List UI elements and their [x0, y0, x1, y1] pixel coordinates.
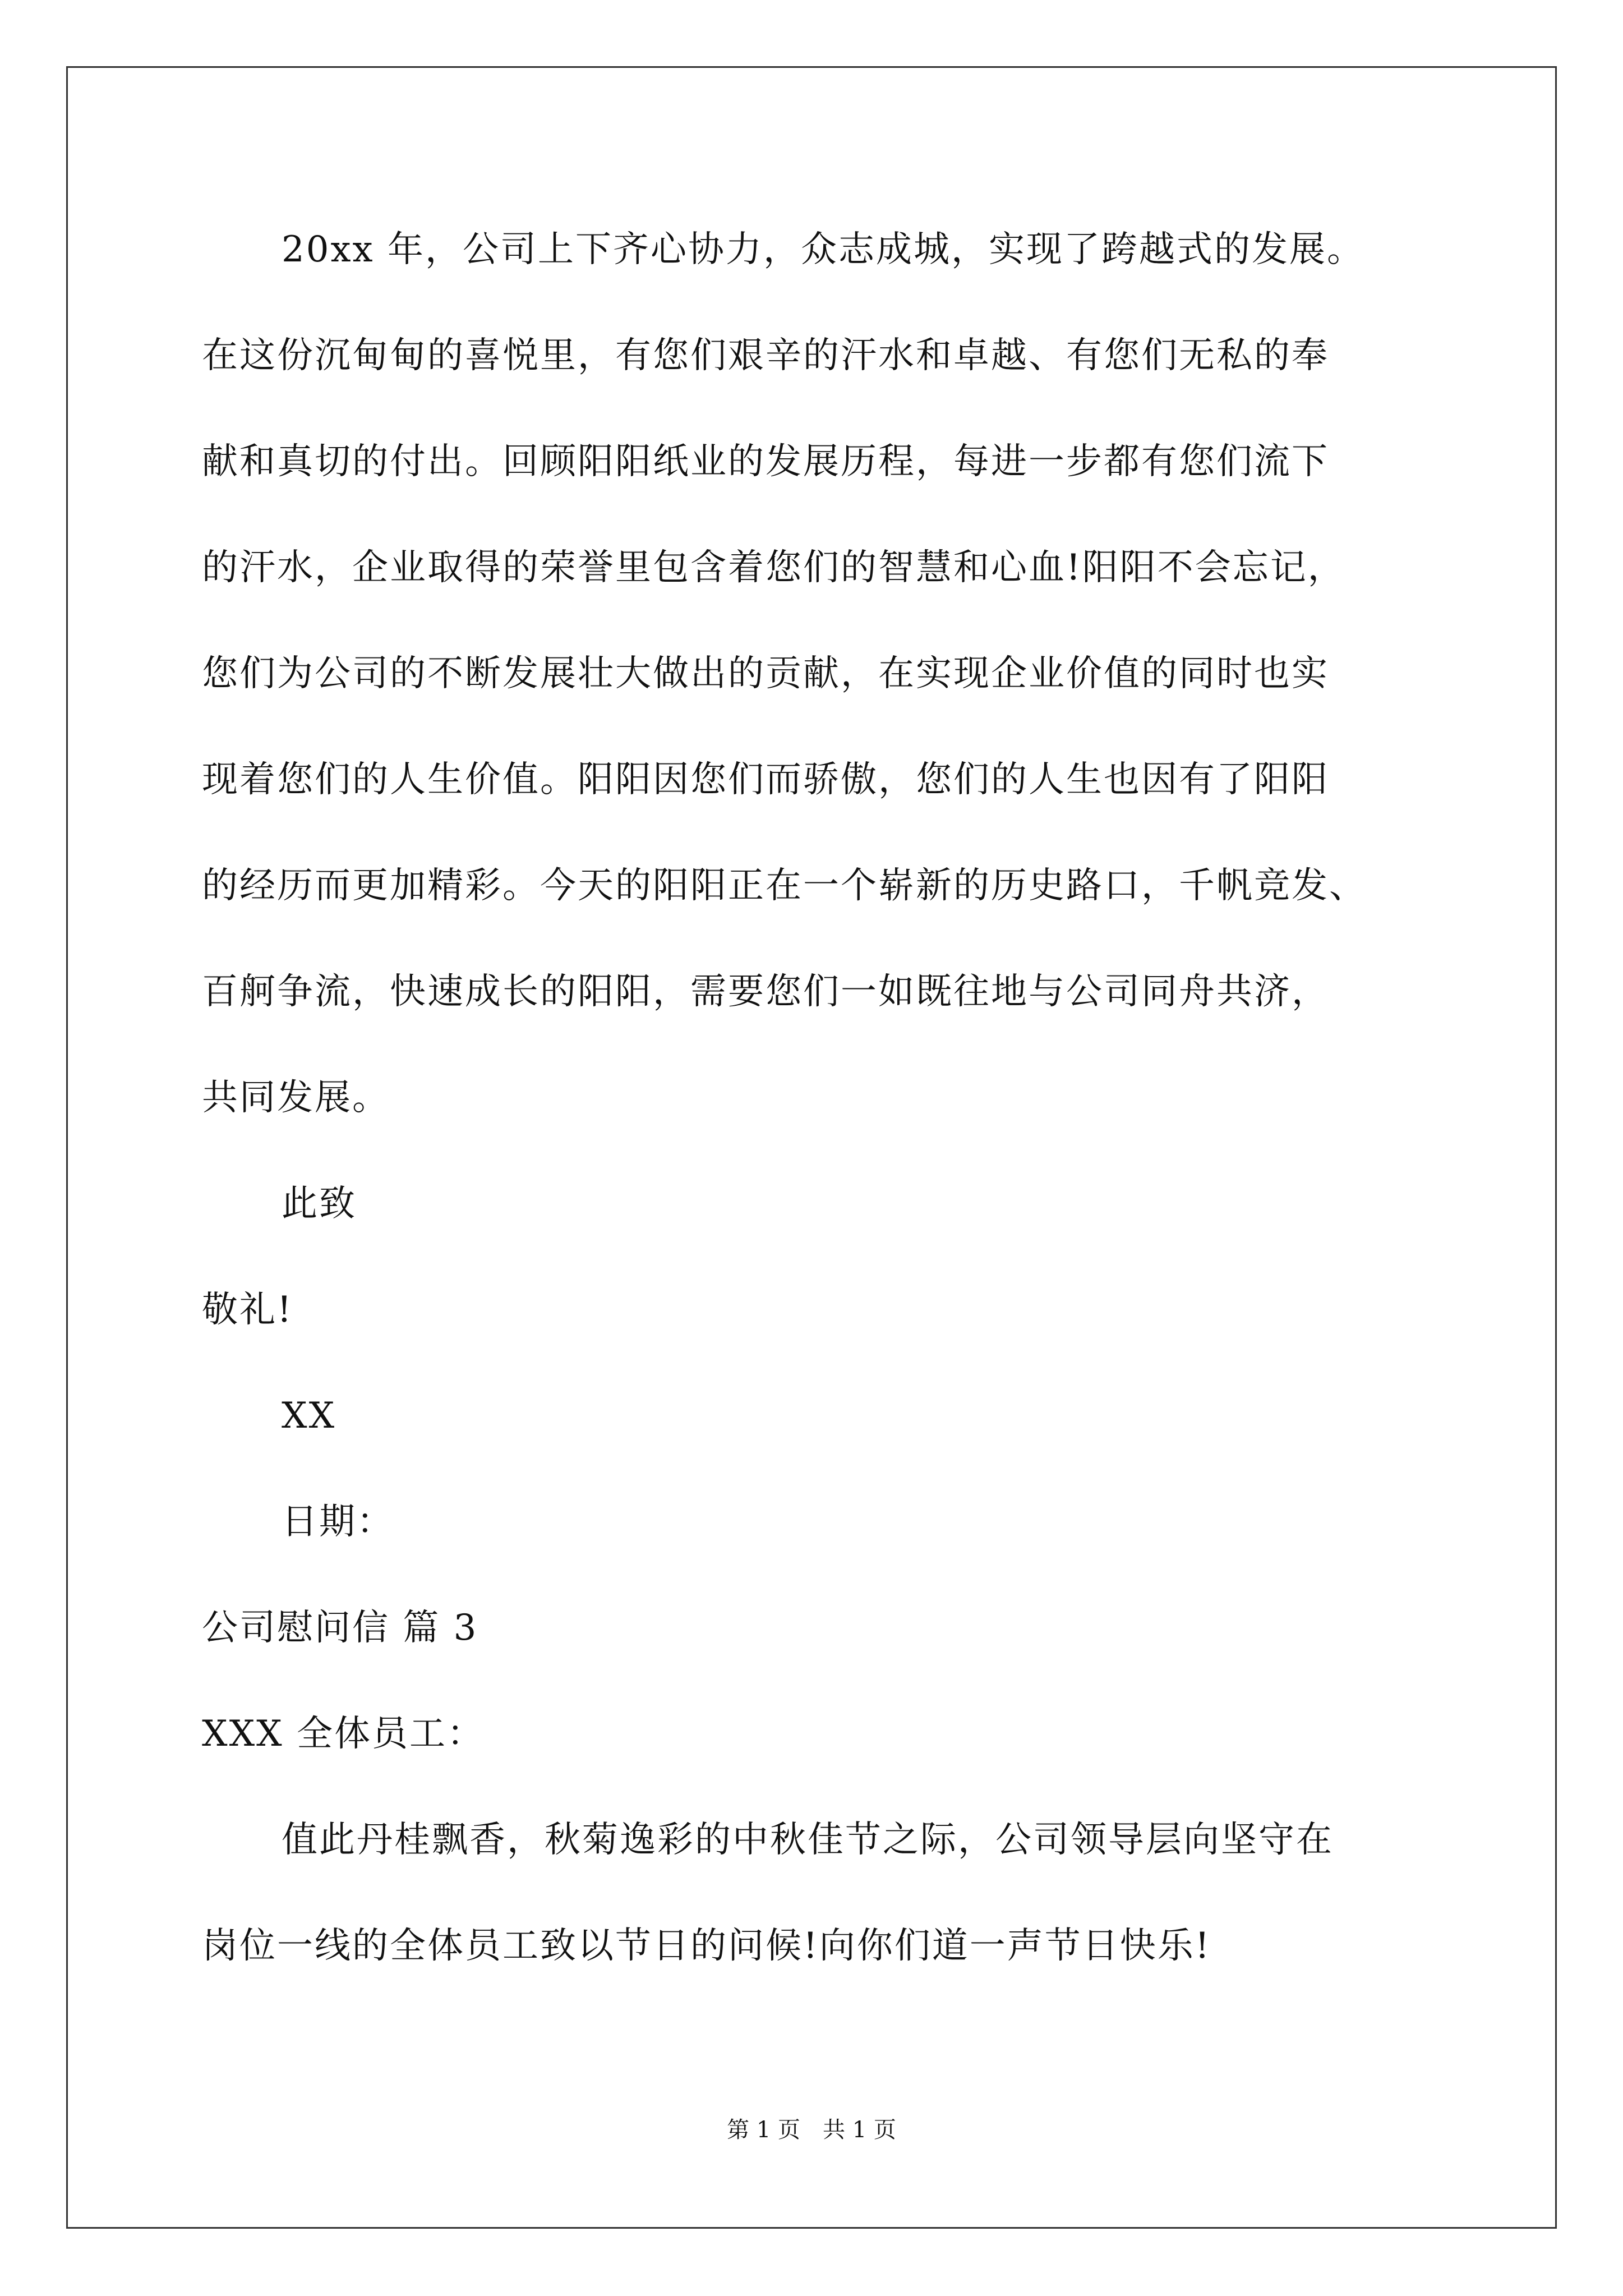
paragraph-line: 值此丹桂飘香，秋菊逸彩的中秋佳节之际，公司领导层向坚守在 [282, 1819, 1334, 1861]
paragraph-line: 的经历而更加精彩。今天的阳阳正在一个崭新的历史路口，千帆竞发、 [202, 865, 1367, 907]
section-heading: 公司慰问信 篇 3 [202, 1607, 478, 1649]
paragraph-line: 岗位一线的全体员工致以节日的问候!向你们道一声节日快乐! [202, 1925, 1211, 1967]
paragraph-line: 献和真切的付出。回顾阳阳纸业的发展历程，每进一步都有您们流下 [202, 441, 1329, 482]
paragraph-line: 20xx 年，公司上下齐心协力，众志成城，实现了跨越式的发展。 [282, 229, 1364, 270]
page-border [66, 66, 1557, 2229]
date-line: 日期： [282, 1501, 394, 1543]
paragraph-line: 现着您们的人生价值。阳阳因您们而骄傲，您们的人生也因有了阳阳 [202, 759, 1329, 800]
paragraph-line: 百舸争流，快速成长的阳阳，需要您们一如既往地与公司同舟共济， [202, 971, 1329, 1013]
salutation-line: 敬礼! [202, 1289, 293, 1331]
recipient-line: XXX 全体员工： [202, 1713, 485, 1755]
salutation-line: 此致 [282, 1183, 357, 1225]
page-footer: 第 1 页 共 1 页 [727, 2117, 896, 2143]
signature-line: XX [282, 1395, 336, 1437]
paragraph-line: 的汗水，企业取得的荣誉里包含着您们的智慧和心血!阳阳不会忘记， [202, 547, 1345, 588]
paragraph-line: 在这份沉甸甸的喜悦里，有您们艰辛的汗水和卓越、有您们无私的奉 [202, 335, 1329, 376]
paragraph-line: 您们为公司的不断发展壮大做出的贡献，在实现企业价值的同时也实 [202, 653, 1329, 694]
paragraph-line: 共同发展。 [202, 1077, 390, 1119]
